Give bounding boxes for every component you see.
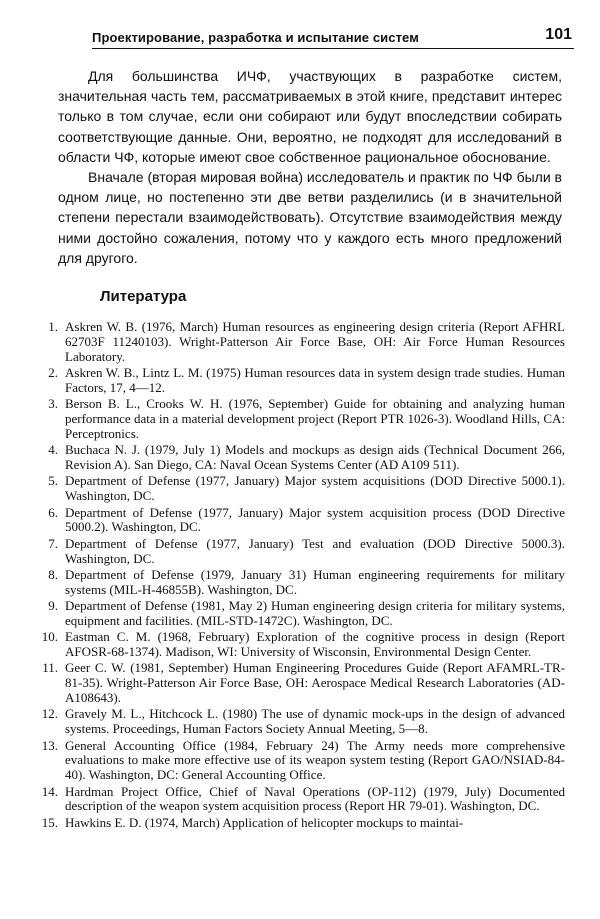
reference-text: Askren W. B., Lintz L. M. (1975) Human resources data in system design trade studies. Human Factors, 17, 4—12. xyxy=(65,364,565,395)
reference-number: 4. xyxy=(48,442,58,458)
reference-item xyxy=(32,785,565,815)
reference-item xyxy=(32,320,565,364)
reference-item xyxy=(32,443,565,473)
page-number: 101 xyxy=(545,26,572,43)
reference-item xyxy=(32,397,565,441)
reference-text: General Accounting Office (1984, February 24) The Army needs more comprehensive evaluations to make more effective use of its weapon system testing (Report GAO/NSIAD-84-40). Washington, DC: General Accounting Office. xyxy=(65,737,565,783)
reference-number: 14. xyxy=(41,783,58,799)
reference-item xyxy=(32,474,565,504)
reference-number: 13. xyxy=(41,737,58,753)
reference-item xyxy=(32,707,565,737)
reference-text: Eastman C. M. (1968, February) Exploration of the cognitive process in design (Report AFOSR-68-1374). Madison, WI: University of Wisconsin, Environmental Design Center. xyxy=(65,629,565,660)
reference-text: Hawkins E. D. (1974, March) Application of helicopter mockups to maintai- xyxy=(65,814,464,830)
reference-item xyxy=(32,739,565,783)
reference-item xyxy=(32,506,565,536)
reference-text: Hardman Project Office, Chief of Naval Operations (OP-112) (1979, July) Documented description of the weapon system acquisition process (Report HR 79-01). Washington, DC. xyxy=(65,783,565,814)
paragraph: Вначале (вторая мировая война) исследователь и практик по ЧФ были в одном лице, но постепенно эти две ветви разделились (и в значительной степени перестали взаимодействовать). Отсутствие взаимодействия между ними достойно сожаления, потому что у каждого есть много предложений для другого. xyxy=(58,169,562,266)
header-title: Проектирование, разработка и испытание систем xyxy=(92,30,419,45)
body-text xyxy=(58,66,562,268)
reference-item xyxy=(32,599,565,629)
reference-number: 12. xyxy=(41,706,58,722)
reference-number: 8. xyxy=(48,566,58,582)
reference-text: Department of Defense (1979, January 31) Human engineering requirements for military systems (MIL-H-46855B). Washington, DC. xyxy=(65,566,565,597)
reference-text: Department of Defense (1977, January) Major system acquisitions (DOD Directive 5000.1). Washington, DC. xyxy=(65,473,565,504)
reference-number: 10. xyxy=(41,629,58,645)
reference-text: Gravely M. L., Hitchcock L. (1980) The use of dynamic mock-ups in the design of advanced systems. Proceedings, Human Factors Society Annual Meeting, 5—8. xyxy=(65,706,565,737)
reference-item xyxy=(32,630,565,660)
reference-number: 6. xyxy=(48,504,58,520)
reference-text: Department of Defense (1977, January) Test and evaluation (DOD Directive 5000.3). Washington, DC. xyxy=(65,535,565,566)
reference-item xyxy=(32,816,565,831)
reference-item xyxy=(32,661,565,705)
reference-text: Department of Defense (1977, January) Major system acquisition process (DOD Directive 5000.2). Washington, DC. xyxy=(65,504,565,535)
reference-text: Buchaca N. J. (1979, July 1) Models and mockups as design aids (Technical Document 266, Revision A). San Diego, CA: Naval Ocean Systems Center (AD A109 511). xyxy=(65,442,565,472)
reference-number: 11. xyxy=(42,660,58,676)
reference-number: 3. xyxy=(48,396,58,412)
reference-number: 15. xyxy=(41,814,58,830)
reference-number: 9. xyxy=(48,598,58,614)
reference-number: 1. xyxy=(48,319,58,334)
reference-item xyxy=(32,537,565,567)
references-heading: Литература xyxy=(100,288,187,305)
reference-item xyxy=(32,568,565,598)
reference-number: 7. xyxy=(48,535,58,551)
reference-text: Department of Defense (1981, May 2) Human engineering design criteria for military systems, equipment and facilities. (MIL-STD-1472C). Washington, DC. xyxy=(65,598,565,628)
paragraph: Для большинства ИЧФ, участвующих в разработке систем, значительная часть тем, рассматриваемых в этой книге, представит интерес только в том случае, если они собирают или будут впоследствии собирать соответствующие данные. Они, вероятно, не подходят для исследований в области ЧФ, которые имеют свое собственное рациональное обоснование. xyxy=(58,68,562,165)
reference-number: 5. xyxy=(48,473,58,489)
reference-number: 2. xyxy=(48,364,58,380)
reference-list xyxy=(32,320,565,832)
reference-text: Berson B. L., Crooks W. H. (1976, September) Guide for obtaining and analyzing human performance data in a material development project (Report PTR 1026-3). Woodland Hills, CA: Perceptronics. xyxy=(65,396,565,441)
reference-text: Askren W. B. (1976, March) Human resources as engineering design criteria (Report AFHRL 62703F 11240103). Wright-Patterson Air Force Base, OH: Air Force Human Resources Laboratory. xyxy=(65,319,565,364)
running-header xyxy=(92,26,574,49)
reference-text: Geer C. W. (1981, September) Human Engineering Procedures Guide (Report AFAMRL-TR-81-35). Wright-Patterson Air Force Base, OH: Aerospace Medical Research Laboratories (AD-A108643). xyxy=(65,660,565,706)
reference-item xyxy=(32,366,565,396)
